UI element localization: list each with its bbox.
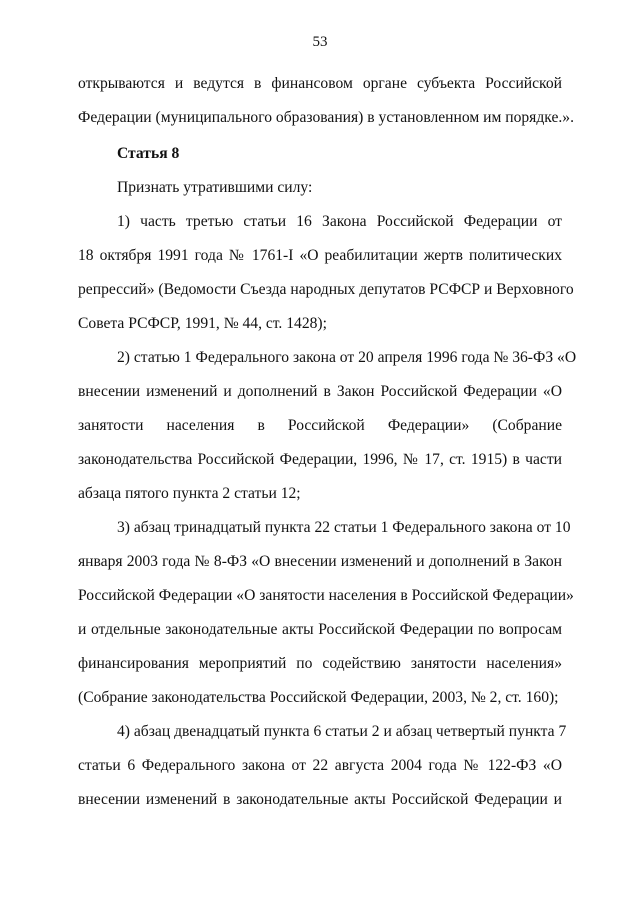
text-line: 4) абзац двенадцатый пункта 6 статьи 2 и абзац четвертый пункта 7 (117, 723, 567, 740)
text-line: репрессий» (Ведомости Съезда народных депутатов РСФСР и Верховного (78, 281, 574, 298)
text-line: 2) статью 1 Федерального закона от 20 апреля 1996 года № 36-ФЗ «О (117, 349, 577, 366)
text-line: Признать утратившими силу: (117, 179, 313, 196)
text-line: Российской Федерации «О занятости населения в Российской Федерации» (78, 587, 574, 604)
text-line: 1) часть третью статьи 16 Закона Российской Федерации от (117, 213, 562, 230)
text-line: Совета РСФСР, 1991, № 44, ст. 1428); (78, 315, 327, 332)
text-line: 18 октября 1991 года № 1761-I «О реабилитации жертв политических (78, 247, 562, 264)
text-line: внесении изменений в законодательные акты Российской Федерации и (78, 791, 562, 808)
text-line: законодательства Российской Федерации, 1996, № 17, ст. 1915) в части (78, 451, 562, 468)
text-line: статьи 6 Федерального закона от 22 августа 2004 года № 122-ФЗ «О (78, 757, 562, 774)
text-line: открываются и ведутся в финансовом органе субъекта Российской (78, 75, 562, 92)
text-line: финансирования мероприятий по содействию занятости населения» (78, 655, 562, 672)
text-line: абзаца пятого пункта 2 статьи 12; (78, 485, 301, 502)
text-line: внесении изменений и дополнений в Закон Российской Федерации «О (78, 383, 562, 400)
text-line: занятости населения в Российской Федерации» (Собрание (78, 417, 562, 434)
article-heading: Статья 8 (117, 145, 180, 162)
text-line: и отдельные законодательные акты Российской Федерации по вопросам (78, 621, 562, 638)
text-line: Федерации (муниципального образования) в установленном им порядке.». (78, 109, 574, 126)
text-line: (Собрание законодательства Российской Федерации, 2003, № 2, ст. 160); (78, 689, 559, 706)
text-line: 3) абзац тринадцатый пункта 22 статьи 1 Федерального закона от 10 (117, 519, 571, 536)
text-line: января 2003 года № 8-ФЗ «О внесении изменений и дополнений в Закон (78, 553, 562, 570)
page-number: 53 (312, 34, 328, 50)
